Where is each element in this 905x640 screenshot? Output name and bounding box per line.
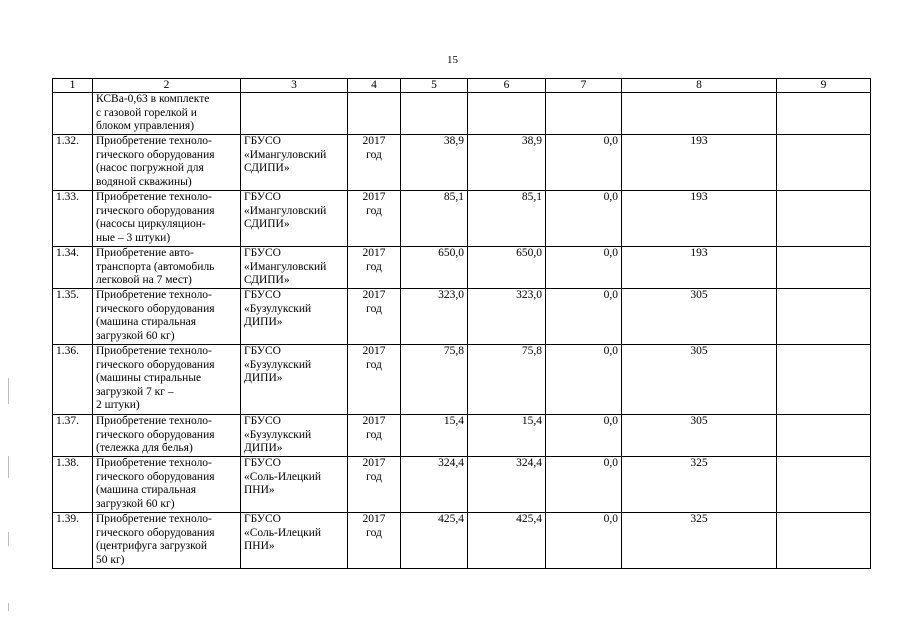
row-number-cell: 1.39. xyxy=(53,513,93,569)
scan-margin-mark xyxy=(8,456,9,478)
note-cell xyxy=(777,135,871,191)
amount-total-cell: 425,4 xyxy=(401,513,468,569)
scan-margin-mark xyxy=(8,378,9,404)
scan-margin-mark xyxy=(8,603,9,611)
year-cell: 2017 год xyxy=(348,513,401,569)
year-cell: 2017 год xyxy=(348,289,401,345)
year-cell: 2017 год xyxy=(348,191,401,247)
amount-budget-cell: 85,1 xyxy=(468,191,546,247)
organization-cell: ГБУСО «Бузулукский ДИПИ» xyxy=(241,415,348,457)
organization-cell: ГБУСО «Имангуловский СДИПИ» xyxy=(241,247,348,289)
table-row xyxy=(53,247,871,289)
year-cell: 2017 год xyxy=(348,457,401,513)
row-number-cell: 1.36. xyxy=(53,345,93,415)
note-cell xyxy=(777,513,871,569)
indicator-cell: 305 xyxy=(622,289,777,345)
activity-name-cell: Приобретение техноло- гического оборудования (центрифуга загрузкой 50 кг) xyxy=(93,513,241,569)
organization-cell xyxy=(241,93,348,135)
amount-other-cell: 0,0 xyxy=(546,345,622,415)
year-cell: 2017 год xyxy=(348,415,401,457)
amount-other-cell: 0,0 xyxy=(546,247,622,289)
organization-cell: ГБУСО «Соль-Илецкий ПНИ» xyxy=(241,457,348,513)
row-number-cell xyxy=(53,93,93,135)
indicator-cell xyxy=(622,93,777,135)
organization-cell: ГБУСО «Бузулукский ДИПИ» xyxy=(241,289,348,345)
year-cell: 2017 год xyxy=(348,247,401,289)
header-cell: 2 xyxy=(93,79,241,93)
header-cell: 5 xyxy=(401,79,468,93)
amount-budget-cell: 324,4 xyxy=(468,457,546,513)
amount-budget-cell: 323,0 xyxy=(468,289,546,345)
amount-total-cell: 323,0 xyxy=(401,289,468,345)
amount-budget-cell: 15,4 xyxy=(468,415,546,457)
amount-budget-cell: 425,4 xyxy=(468,513,546,569)
amount-other-cell: 0,0 xyxy=(546,289,622,345)
header-cell: 6 xyxy=(468,79,546,93)
activity-name-cell: Приобретение техноло- гического оборудования (насосы циркуляцион- ные – 3 штуки) xyxy=(93,191,241,247)
table-row xyxy=(53,415,871,457)
table-row xyxy=(53,345,871,415)
row-number-cell: 1.37. xyxy=(53,415,93,457)
activity-name-cell: Приобретение техноло- гического оборудования (машина стиральная загрузкой 60 кг) xyxy=(93,289,241,345)
indicator-cell: 325 xyxy=(622,457,777,513)
amount-other-cell: 0,0 xyxy=(546,457,622,513)
amount-total-cell: 38,9 xyxy=(401,135,468,191)
indicator-cell: 305 xyxy=(622,415,777,457)
page-number: 15 xyxy=(447,54,458,66)
note-cell xyxy=(777,289,871,345)
note-cell xyxy=(777,415,871,457)
amount-other-cell: 0,0 xyxy=(546,513,622,569)
amount-budget-cell xyxy=(468,93,546,135)
row-number-cell: 1.32. xyxy=(53,135,93,191)
table-row xyxy=(53,191,871,247)
table-row xyxy=(53,289,871,345)
organization-cell: ГБУСО «Бузулукский ДИПИ» xyxy=(241,345,348,415)
amount-total-cell: 15,4 xyxy=(401,415,468,457)
amount-budget-cell: 38,9 xyxy=(468,135,546,191)
table-row xyxy=(53,457,871,513)
year-cell: 2017 год xyxy=(348,135,401,191)
amount-other-cell: 0,0 xyxy=(546,191,622,247)
amount-total-cell: 85,1 xyxy=(401,191,468,247)
amount-budget-cell: 75,8 xyxy=(468,345,546,415)
amount-total-cell: 324,4 xyxy=(401,457,468,513)
header-cell: 1 xyxy=(53,79,93,93)
activity-name-cell: КСВа-0,63 в комплекте с газовой горелкой и блоком управления) xyxy=(93,93,241,135)
organization-cell: ГБУСО «Имангуловский СДИПИ» xyxy=(241,135,348,191)
header-cell: 7 xyxy=(546,79,622,93)
activity-name-cell: Приобретение авто- транспорта (автомобиль легковой на 7 мест) xyxy=(93,247,241,289)
activity-name-cell: Приобретение техноло- гического оборудования (насос погружной для водяной скважины) xyxy=(93,135,241,191)
organization-cell: ГБУСО «Соль-Илецкий ПНИ» xyxy=(241,513,348,569)
row-number-cell: 1.38. xyxy=(53,457,93,513)
row-number-cell: 1.35. xyxy=(53,289,93,345)
indicator-cell: 305 xyxy=(622,345,777,415)
activity-name-cell: Приобретение техноло- гического оборудования (тележка для белья) xyxy=(93,415,241,457)
activity-name-cell: Приобретение техноло- гического оборудования (машины стиральные загрузкой 7 кг – 2 штуки) xyxy=(93,345,241,415)
table-row xyxy=(53,93,871,135)
table-row xyxy=(53,135,871,191)
amount-budget-cell: 650,0 xyxy=(468,247,546,289)
note-cell xyxy=(777,457,871,513)
header-cell: 8 xyxy=(622,79,777,93)
indicator-cell: 325 xyxy=(622,513,777,569)
note-cell xyxy=(777,191,871,247)
note-cell xyxy=(777,345,871,415)
indicator-cell: 193 xyxy=(622,135,777,191)
row-number-cell: 1.33. xyxy=(53,191,93,247)
amount-total-cell xyxy=(401,93,468,135)
amount-other-cell: 0,0 xyxy=(546,135,622,191)
header-cell: 9 xyxy=(777,79,871,93)
row-number-cell: 1.34. xyxy=(53,247,93,289)
note-cell xyxy=(777,93,871,135)
indicator-cell: 193 xyxy=(622,191,777,247)
indicator-cell: 193 xyxy=(622,247,777,289)
header-cell: 4 xyxy=(348,79,401,93)
table-header-row xyxy=(53,79,871,93)
scan-margin-mark xyxy=(8,532,9,546)
year-cell xyxy=(348,93,401,135)
table-row xyxy=(53,513,871,569)
header-cell: 3 xyxy=(241,79,348,93)
organization-cell: ГБУСО «Имангуловский СДИПИ» xyxy=(241,191,348,247)
amount-total-cell: 75,8 xyxy=(401,345,468,415)
note-cell xyxy=(777,247,871,289)
amount-other-cell xyxy=(546,93,622,135)
year-cell: 2017 год xyxy=(348,345,401,415)
amount-total-cell: 650,0 xyxy=(401,247,468,289)
program-table xyxy=(52,78,871,569)
activity-name-cell: Приобретение техноло- гического оборудования (машина стиральная загрузкой 60 кг) xyxy=(93,457,241,513)
amount-other-cell: 0,0 xyxy=(546,415,622,457)
